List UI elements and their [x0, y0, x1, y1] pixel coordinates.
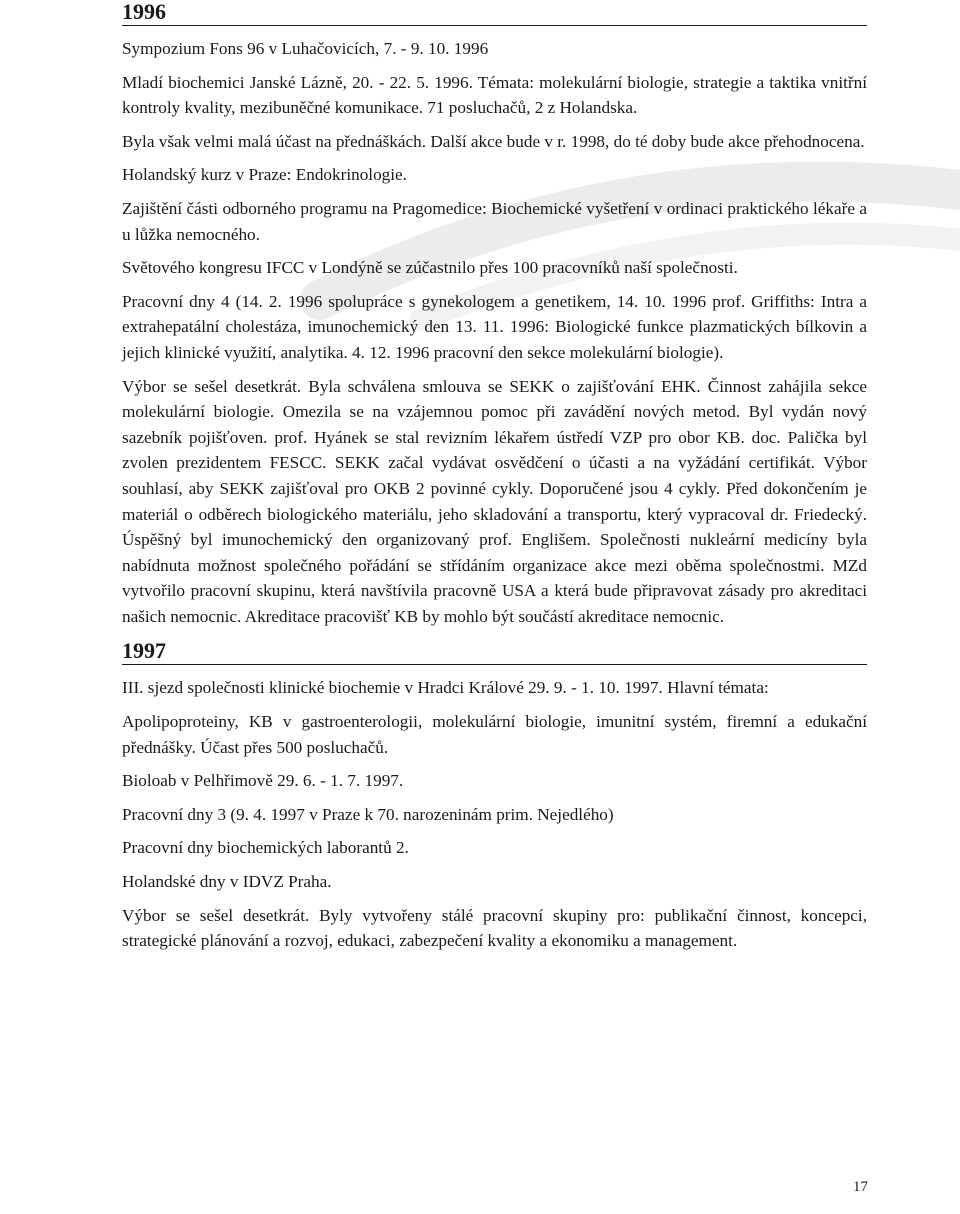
paragraph: Pracovní dny 3 (9. 4. 1997 v Praze k 70. narozeninám prim. Nejedlého)	[122, 804, 614, 824]
document-page	[122, 0, 867, 962]
paragraph: Zajištění části odborného programu na Pragomedice: Biochemické vyšetření v ordinaci praktického lékaře a u lůžka nemocného.	[122, 198, 867, 244]
paragraph: III. sjezd společnosti klinické biochemie v Hradci Králové 29. 9. - 1. 10. 1997. Hlavní témata:	[122, 678, 769, 698]
paragraph: Mladí biochemici Janské Lázně, 20. - 22. 5. 1996. Témata: molekulární biologie, strategie a taktika vnitřní kontroly kvality, mezibuněčné komunikace. 71 posluchačů, 2 z Holandska.	[122, 72, 867, 118]
paragraph: Holandský kurz v Praze: Endokrinologie.	[122, 165, 407, 185]
paragraph: Apolipoproteiny, KB v gastroenterologii, molekulární biologie, imunitní systém, firemní a edukační přednášky. Účast přes 500 posluchačů.	[122, 712, 867, 757]
paragraph: Byla však velmi malá účast na přednáškách. Další akce bude v r. 1998, do té doby bude akce přehodnocena.	[122, 131, 865, 151]
paragraph: Pracovní dny 4 (14. 2. 1996 spolupráce s gynekologem a genetikem, 14. 10. 1996 prof. Griffiths: Intra a extrahepatální cholestáza, imunochemický den 13. 11. 1996: Biologické funkce plazmatických bílkovin a jejich klinické využití, analytika. 4. 12. 1996 pracovní den sekce molekulární biologie).	[122, 291, 867, 362]
paragraph: Holandské dny v IDVZ Praha.	[122, 872, 332, 892]
paragraph: Pracovní dny biochemických laborantů 2.	[122, 838, 409, 858]
paragraph: Světového kongresu IFCC v Londýně se zúčastnilo přes 100 pracovníků naší společnosti.	[122, 258, 738, 278]
year-heading-1996: 1996	[122, 0, 867, 26]
page-number: 17	[853, 1179, 868, 1195]
paragraph: Výbor se sešel desetkrát. Byla schválena smlouva se SEKK o zajišťování EHK. Činnost zahájila sekce molekulární biologie. Omezila se na vzájemnou pomoc při zavádění nových metod. Byl vydán nový sazebník pojišťoven. prof. Hyánek se stal revizním lékařem ústředí VZP pro obor KB. doc. Palička byl zvolen prezidentem FESCC. SEKK začal vydávat osvědčení o účasti a na vyžádání certifikát. Výbor souhlasí, aby SEKK zajišťoval pro OKB 2 povinné cykly. Doporučené jsou 4 cykly. Před dokončením je materiál o odběrech biologického materiálu, jeho skladování a transportu, který vypracoval dr. Friedecký. Úspěšný byl imunochemický den organizovaný prof. Englišem. Společnosti nukleární medicíny byla nabídnuta možnost společného pořádání se střídáním organizace akce mezi oběma společnostmi. MZd vytvořilo pracovní skupinu, která navštívila pracovně USA a která bude připravovat zásady pro akreditaci našich nemocnic. Akreditace pracovišť KB by mohlo být součástí akreditace nemocnic.	[122, 376, 867, 626]
section-1996	[122, 36, 867, 629]
section-1997	[122, 675, 867, 953]
year-heading-1997: 1997	[122, 639, 867, 665]
paragraph: Výbor se sešel desetkrát. Byly vytvořeny stálé pracovní skupiny pro: publikační činnost, koncepci, strategické plánování a rozvoj, edukaci, zabezpečení kvality a ekonomiku a management.	[122, 905, 867, 951]
paragraph: Sympozium Fons 96 v Luhačovicích, 7. - 9. 10. 1996	[122, 39, 489, 58]
paragraph: Bioloab v Pelhřimově 29. 6. - 1. 7. 1997.	[122, 771, 404, 791]
